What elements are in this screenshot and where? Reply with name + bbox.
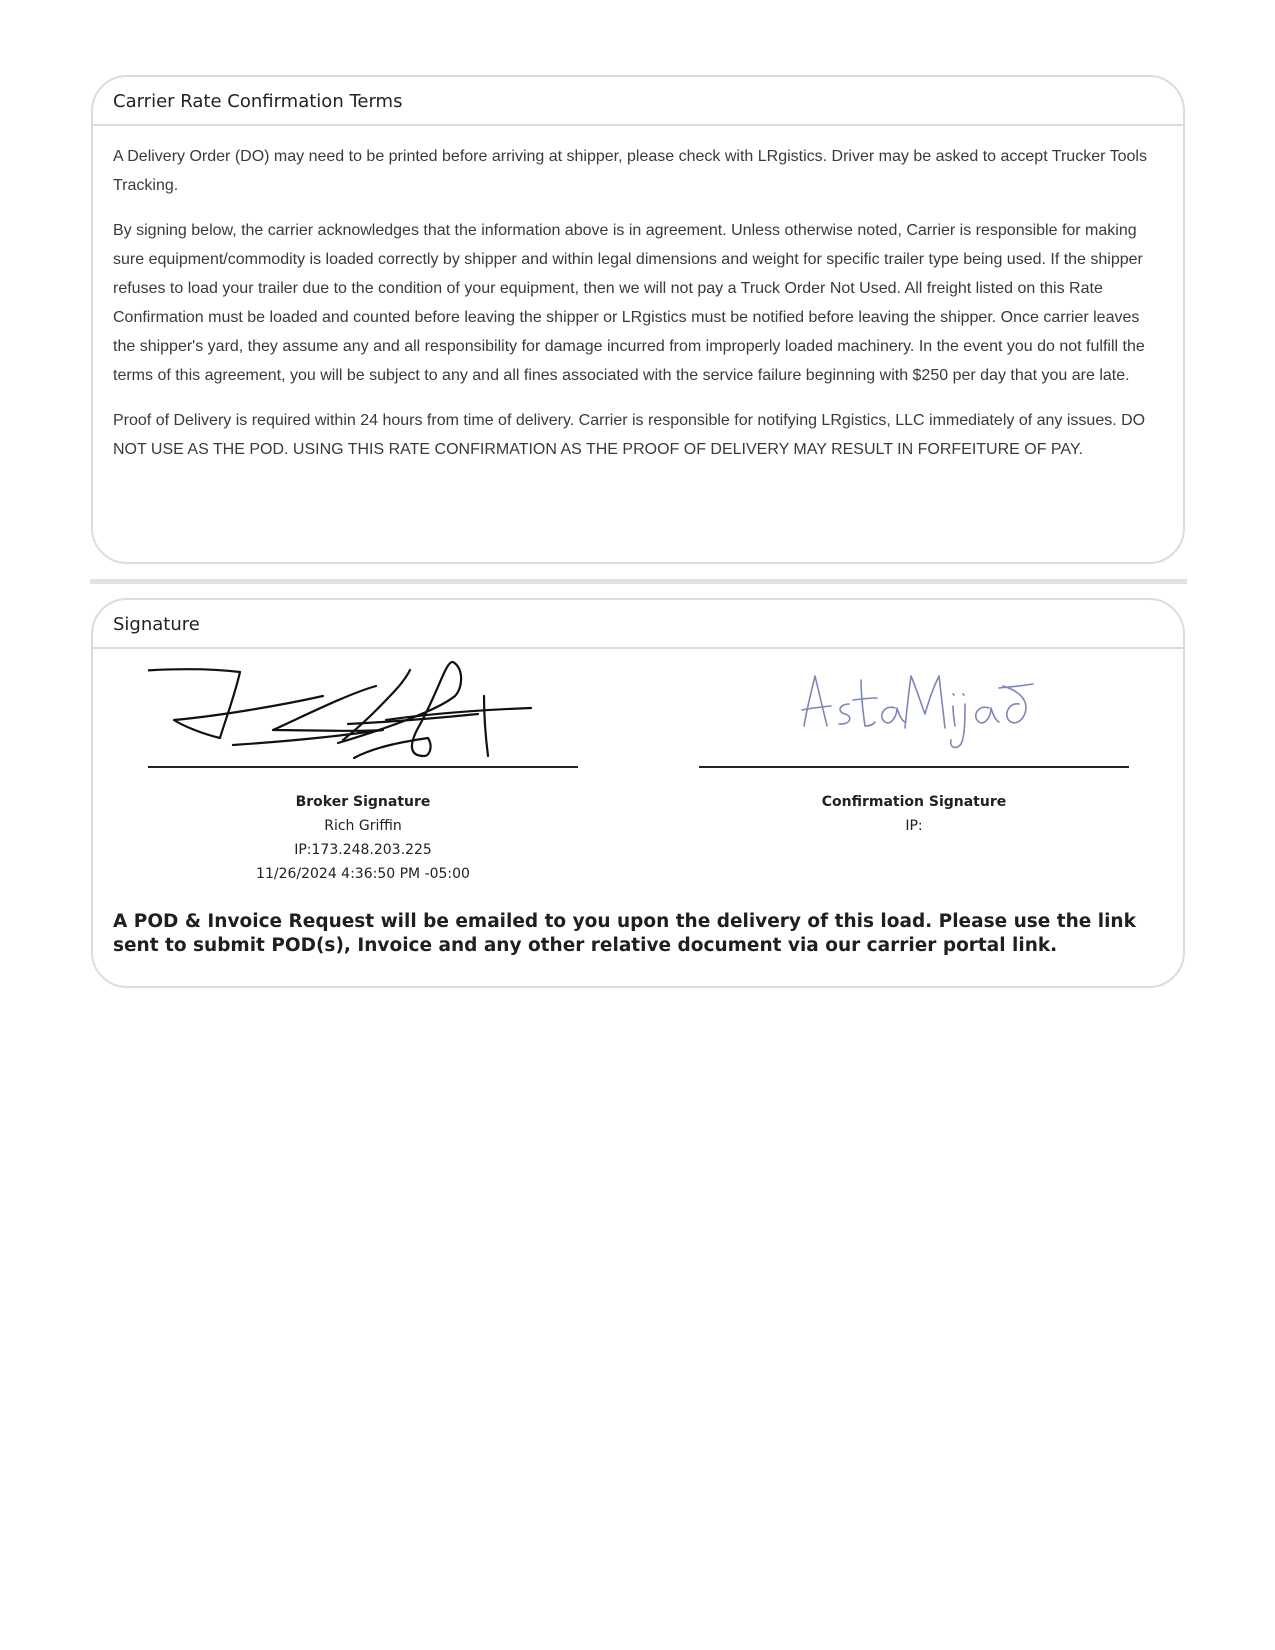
confirmation-signature-label: Confirmation Signature: [821, 794, 1007, 810]
broker-signature-block: [148, 648, 578, 882]
broker-signature-line: [148, 766, 578, 768]
confirmation-signature-details: [699, 790, 1129, 838]
terms-body: [93, 126, 1183, 464]
signature-title: Signature: [93, 600, 1183, 649]
confirmation-signature-line: [699, 766, 1129, 768]
confirmation-ip: IP:: [905, 818, 923, 834]
terms-card: [91, 75, 1185, 564]
broker-signature-details: [148, 790, 578, 886]
broker-signature-label: Broker Signature: [295, 794, 431, 810]
broker-name: Rich Griffin: [324, 818, 402, 834]
broker-timestamp: 11/26/2024 4:36:50 PM -05:00: [256, 866, 470, 882]
signature-card: [91, 598, 1185, 988]
terms-paragraph-pod: Proof of Delivery is required within 24 hours from time of delivery. Carrier is responsible for notifying LRgistics, LLC immediately of any issues. DO NOT USE AS THE POD. USING THIS RATE CONFIRMATION AS THE PROOF OF DELIVERY MAY RESULT IN FORFEITURE OF PAY.: [113, 412, 1146, 458]
section-divider: [90, 579, 1187, 584]
terms-paragraph-agreement: By signing below, the carrier acknowledges that the information above is in agreement. Unless otherwise noted, Carrier is responsible for making sure equipment/commodity is loaded correctly by shipper and within legal dimensions and weight for specific trailer type being used. If the shipper refuses to load your trailer due to the condition of your equipment, then we will not pay a Truck Order Not Used. All freight listed on this Rate Confirmation must be loaded and counted before leaving the shipper or LRgistics must be notified before leaving the shipper. Once carrier leaves the shipper's yard, they assume any and all responsibility for damage incurred from improperly loaded machinery. In the event you do not fulfill the terms of this agreement, you will be subject to any and all fines associated with the service failure beginning with $250 per day that you are late.: [113, 222, 1145, 384]
pod-invoice-note: A POD & Invoice Request will be emailed to you upon the delivery of this load. Please use the link sent to submit POD(s), Invoice and any other relative document via our carrier portal link.: [113, 911, 1136, 956]
confirmation-signature-block: [699, 648, 1129, 838]
broker-ip: IP:173.248.203.225: [294, 842, 432, 858]
terms-paragraph-do: A Delivery Order (DO) may need to be printed before arriving at shipper, please check with LRgistics. Driver may be asked to accept Trucker Tools Tracking.: [113, 148, 1147, 194]
terms-title: Carrier Rate Confirmation Terms: [93, 77, 1183, 126]
